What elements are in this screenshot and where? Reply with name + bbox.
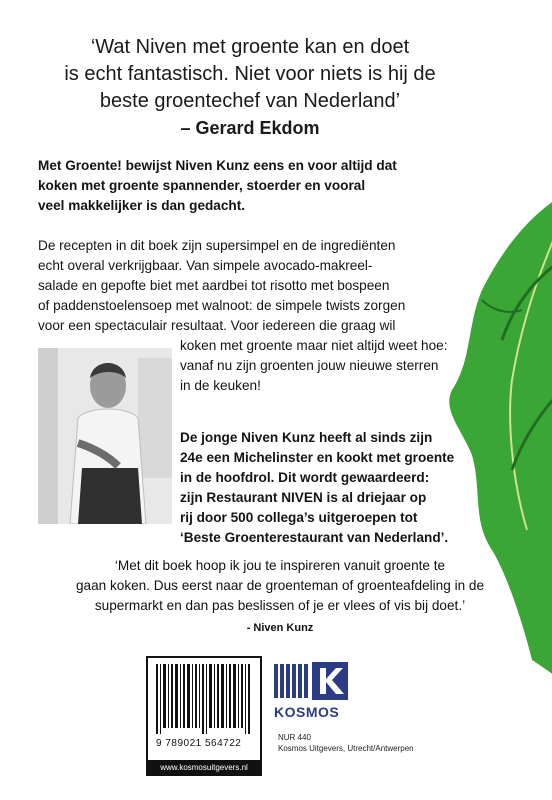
bottom-quote-author: - Niven Kunz: [246, 622, 314, 634]
intro-paragraph: [38, 156, 397, 216]
bottom-quote-line: gaan koken. Dus eerst naar de groenteman of groenteafdeling in de: [75, 578, 485, 593]
top-quote-line: ‘Wat Niven met groente kan en doet: [90, 36, 410, 58]
body-line: De recepten in dit boek zijn supersimpel en de ingrediënten: [38, 238, 396, 253]
intro-line: veel makkelijker is dan gedacht.: [38, 198, 246, 213]
top-quote-line: beste groentechef van Nederland’: [99, 90, 401, 112]
author-bio-paragraph: [180, 428, 454, 548]
body-line: salade en gepofte biet met aardbei tot risotto met bospeen: [38, 278, 390, 293]
barcode: [146, 656, 262, 776]
body-line: voor een spectaculair resultaat. Voor iedereen die graag wil: [38, 318, 396, 333]
body-line: koken met groente maar niet altijd weet hoe:: [180, 338, 448, 353]
publisher-url[interactable]: www.kosmosuitgevers.nl: [146, 760, 262, 776]
intro-line: koken met groente spannender, stoerder en vooral: [38, 178, 366, 193]
body-paragraph-continued: [180, 336, 448, 396]
nur-code: NUR 440: [278, 733, 311, 742]
top-quote-line: is echt fantastisch. Niet voor niets is hij de: [64, 63, 436, 85]
isbn-number: 9 789021 564722: [156, 738, 242, 749]
bottom-quote-line: supermarkt en dan pas beslissen of je er vlees of vis bij doet.’: [94, 598, 466, 613]
bio-line: zijn Restaurant NIVEN is al driejaar op: [180, 490, 427, 505]
publisher-name: KOSMOS: [274, 704, 340, 720]
bio-line: 24e een Michelinster en kookt met groente: [180, 450, 455, 465]
top-quote: [40, 34, 460, 142]
body-paragraph: [38, 236, 405, 336]
intro-line: Met Groente! bewijst Niven Kunz eens en voor altijd dat: [38, 158, 397, 173]
bottom-quote: [40, 556, 520, 638]
bio-line: in de hoofdrol. Dit wordt gewaardeerd:: [180, 470, 430, 485]
body-line: echt overal verkrijgbaar. Van simpele avocado-makreel-: [38, 258, 373, 273]
body-line: of paddenstoelensoep met walnoot: de simpele twists zorgen: [38, 298, 406, 313]
body-line: in de keuken!: [180, 378, 261, 393]
publisher-address: Kosmos Uitgevers, Utrecht/Antwerpen: [278, 744, 414, 753]
bottom-quote-line: ‘Met dit boek hoop ik jou te inspireren vanuit groente te: [114, 558, 446, 573]
bio-line: rij door 500 collega’s uitgeroepen tot: [180, 510, 418, 525]
body-line: vanaf nu zijn groenten jouw nieuwe sterren: [180, 358, 439, 373]
publisher-info: [278, 732, 414, 754]
bio-line: De jonge Niven Kunz heeft al sinds zijn: [180, 430, 433, 445]
chef-portrait-photo: [38, 348, 172, 524]
top-quote-author: – Gerard Ekdom: [180, 118, 320, 138]
bio-line: ‘Beste Groenterestaurant van Nederland’.: [180, 530, 449, 545]
